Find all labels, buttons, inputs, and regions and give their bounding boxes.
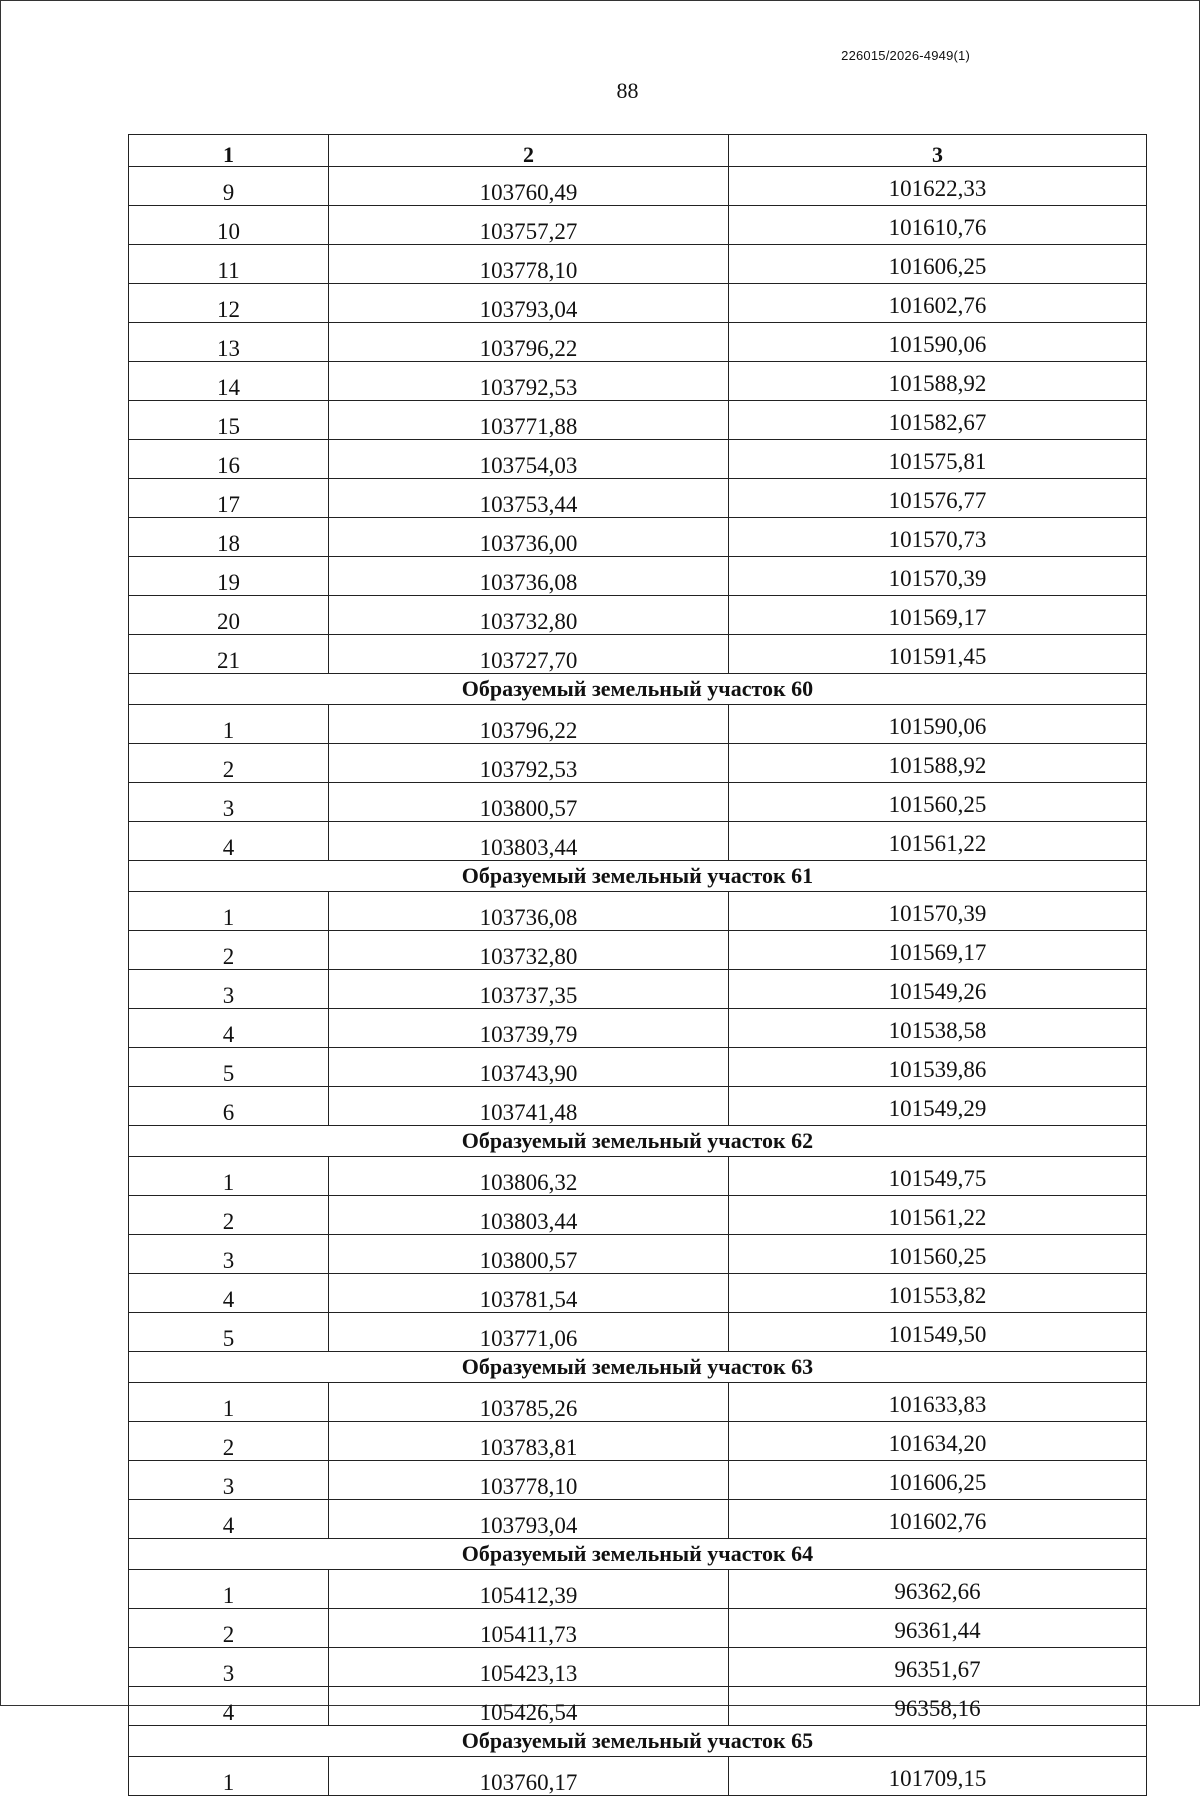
point-number-cell: 2 xyxy=(129,1196,329,1235)
y-coordinate-cell: 101561,22 xyxy=(729,1196,1147,1235)
table-row xyxy=(129,1383,1147,1422)
x-coordinate-cell: 103736,00 xyxy=(329,518,729,557)
section-title: Образуемый земельный участок 65 xyxy=(129,1726,1147,1757)
table-row xyxy=(129,557,1147,596)
x-coordinate-cell: 103754,03 xyxy=(329,440,729,479)
y-coordinate-cell: 101560,25 xyxy=(729,783,1147,822)
section-header-row xyxy=(129,674,1147,705)
x-coordinate-cell: 103732,80 xyxy=(329,596,729,635)
point-number-cell: 21 xyxy=(129,635,329,674)
table-row xyxy=(129,1757,1147,1796)
point-number-cell: 5 xyxy=(129,1313,329,1352)
point-number-cell: 1 xyxy=(129,1157,329,1196)
y-coordinate-cell: 101606,25 xyxy=(729,1461,1147,1500)
y-coordinate-cell: 101590,06 xyxy=(729,705,1147,744)
point-number-cell: 12 xyxy=(129,284,329,323)
table-row xyxy=(129,970,1147,1009)
x-coordinate-cell: 105426,54 xyxy=(329,1687,729,1726)
y-coordinate-cell: 96358,16 xyxy=(729,1687,1147,1726)
x-coordinate-cell: 103803,44 xyxy=(329,822,729,861)
section-header-row xyxy=(129,861,1147,892)
column-header-3: 3 xyxy=(729,135,1147,167)
table-row xyxy=(129,783,1147,822)
table-row xyxy=(129,284,1147,323)
x-coordinate-cell: 105412,39 xyxy=(329,1570,729,1609)
point-number-cell: 2 xyxy=(129,1609,329,1648)
y-coordinate-cell: 101602,76 xyxy=(729,1500,1147,1539)
y-coordinate-cell: 101588,92 xyxy=(729,744,1147,783)
x-coordinate-cell: 103806,32 xyxy=(329,1157,729,1196)
table-row xyxy=(129,440,1147,479)
table-row xyxy=(129,1274,1147,1313)
point-number-cell: 1 xyxy=(129,705,329,744)
y-coordinate-cell: 101539,86 xyxy=(729,1048,1147,1087)
table-row xyxy=(129,1087,1147,1126)
x-coordinate-cell: 103739,79 xyxy=(329,1009,729,1048)
table-row xyxy=(129,1500,1147,1539)
section-header-row xyxy=(129,1539,1147,1570)
x-coordinate-cell: 103760,17 xyxy=(329,1757,729,1796)
point-number-cell: 9 xyxy=(129,167,329,206)
x-coordinate-cell: 103741,48 xyxy=(329,1087,729,1126)
point-number-cell: 4 xyxy=(129,1500,329,1539)
y-coordinate-cell: 101553,82 xyxy=(729,1274,1147,1313)
x-coordinate-cell: 103793,04 xyxy=(329,284,729,323)
point-number-cell: 4 xyxy=(129,1687,329,1726)
x-coordinate-cell: 105423,13 xyxy=(329,1648,729,1687)
x-coordinate-cell: 103785,26 xyxy=(329,1383,729,1422)
point-number-cell: 5 xyxy=(129,1048,329,1087)
table-row xyxy=(129,931,1147,970)
y-coordinate-cell: 101549,75 xyxy=(729,1157,1147,1196)
y-coordinate-cell: 101591,45 xyxy=(729,635,1147,674)
y-coordinate-cell: 101538,58 xyxy=(729,1009,1147,1048)
table-row xyxy=(129,167,1147,206)
section-title: Образуемый земельный участок 63 xyxy=(129,1352,1147,1383)
table-row xyxy=(129,245,1147,284)
point-number-cell: 3 xyxy=(129,783,329,822)
y-coordinate-cell: 96361,44 xyxy=(729,1609,1147,1648)
x-coordinate-cell: 103792,53 xyxy=(329,362,729,401)
section-header-row xyxy=(129,1352,1147,1383)
x-coordinate-cell: 103796,22 xyxy=(329,323,729,362)
x-coordinate-cell: 103796,22 xyxy=(329,705,729,744)
y-coordinate-cell: 101709,15 xyxy=(729,1757,1147,1796)
x-coordinate-cell: 103781,54 xyxy=(329,1274,729,1313)
point-number-cell: 15 xyxy=(129,401,329,440)
y-coordinate-cell: 101634,20 xyxy=(729,1422,1147,1461)
x-coordinate-cell: 103793,04 xyxy=(329,1500,729,1539)
x-coordinate-cell: 103800,57 xyxy=(329,1235,729,1274)
x-coordinate-cell: 103753,44 xyxy=(329,479,729,518)
coordinates-table xyxy=(128,134,1147,1796)
point-number-cell: 16 xyxy=(129,440,329,479)
table-row xyxy=(129,1609,1147,1648)
table-row xyxy=(129,1009,1147,1048)
document-id: 226015/2026-4949(1) xyxy=(841,48,970,63)
y-coordinate-cell: 101560,25 xyxy=(729,1235,1147,1274)
x-coordinate-cell: 103760,49 xyxy=(329,167,729,206)
y-coordinate-cell: 101602,76 xyxy=(729,284,1147,323)
point-number-cell: 2 xyxy=(129,744,329,783)
y-coordinate-cell: 101549,50 xyxy=(729,1313,1147,1352)
section-title: Образуемый земельный участок 62 xyxy=(129,1126,1147,1157)
point-number-cell: 2 xyxy=(129,1422,329,1461)
point-number-cell: 3 xyxy=(129,1648,329,1687)
x-coordinate-cell: 103792,53 xyxy=(329,744,729,783)
y-coordinate-cell: 101570,73 xyxy=(729,518,1147,557)
table-row xyxy=(129,362,1147,401)
table-row xyxy=(129,323,1147,362)
y-coordinate-cell: 96351,67 xyxy=(729,1648,1147,1687)
x-coordinate-cell: 103736,08 xyxy=(329,557,729,596)
x-coordinate-cell: 103778,10 xyxy=(329,245,729,284)
point-number-cell: 4 xyxy=(129,822,329,861)
point-number-cell: 17 xyxy=(129,479,329,518)
point-number-cell: 1 xyxy=(129,1383,329,1422)
x-coordinate-cell: 105411,73 xyxy=(329,1609,729,1648)
y-coordinate-cell: 96362,66 xyxy=(729,1570,1147,1609)
point-number-cell: 14 xyxy=(129,362,329,401)
table-row xyxy=(129,635,1147,674)
point-number-cell: 3 xyxy=(129,1461,329,1500)
y-coordinate-cell: 101569,17 xyxy=(729,596,1147,635)
point-number-cell: 1 xyxy=(129,892,329,931)
table-row xyxy=(129,1313,1147,1352)
column-header-1: 1 xyxy=(129,135,329,167)
column-header-2: 2 xyxy=(329,135,729,167)
point-number-cell: 1 xyxy=(129,1570,329,1609)
x-coordinate-cell: 103743,90 xyxy=(329,1048,729,1087)
point-number-cell: 6 xyxy=(129,1087,329,1126)
table-row xyxy=(129,1048,1147,1087)
point-number-cell: 4 xyxy=(129,1274,329,1313)
point-number-cell: 20 xyxy=(129,596,329,635)
y-coordinate-cell: 101590,06 xyxy=(729,323,1147,362)
table-row xyxy=(129,1570,1147,1609)
x-coordinate-cell: 103757,27 xyxy=(329,206,729,245)
point-number-cell: 10 xyxy=(129,206,329,245)
section-header-row xyxy=(129,1726,1147,1757)
x-coordinate-cell: 103803,44 xyxy=(329,1196,729,1235)
section-title: Образуемый земельный участок 60 xyxy=(129,674,1147,705)
x-coordinate-cell: 103783,81 xyxy=(329,1422,729,1461)
point-number-cell: 1 xyxy=(129,1757,329,1796)
table-row xyxy=(129,206,1147,245)
y-coordinate-cell: 101570,39 xyxy=(729,557,1147,596)
section-title: Образуемый земельный участок 61 xyxy=(129,861,1147,892)
y-coordinate-cell: 101610,76 xyxy=(729,206,1147,245)
table-row xyxy=(129,401,1147,440)
point-number-cell: 18 xyxy=(129,518,329,557)
table-row xyxy=(129,744,1147,783)
y-coordinate-cell: 101633,83 xyxy=(729,1383,1147,1422)
y-coordinate-cell: 101622,33 xyxy=(729,167,1147,206)
point-number-cell: 13 xyxy=(129,323,329,362)
y-coordinate-cell: 101570,39 xyxy=(729,892,1147,931)
table-row xyxy=(129,892,1147,931)
x-coordinate-cell: 103800,57 xyxy=(329,783,729,822)
table-row xyxy=(129,1687,1147,1726)
y-coordinate-cell: 101606,25 xyxy=(729,245,1147,284)
point-number-cell: 3 xyxy=(129,970,329,1009)
section-title: Образуемый земельный участок 64 xyxy=(129,1539,1147,1570)
table-header-row xyxy=(129,135,1147,167)
table-row xyxy=(129,1157,1147,1196)
y-coordinate-cell: 101575,81 xyxy=(729,440,1147,479)
table-row xyxy=(129,1235,1147,1274)
x-coordinate-cell: 103737,35 xyxy=(329,970,729,1009)
point-number-cell: 2 xyxy=(129,931,329,970)
x-coordinate-cell: 103771,88 xyxy=(329,401,729,440)
y-coordinate-cell: 101561,22 xyxy=(729,822,1147,861)
x-coordinate-cell: 103727,70 xyxy=(329,635,729,674)
table-row xyxy=(129,1648,1147,1687)
point-number-cell: 4 xyxy=(129,1009,329,1048)
x-coordinate-cell: 103771,06 xyxy=(329,1313,729,1352)
table-row xyxy=(129,1422,1147,1461)
point-number-cell: 19 xyxy=(129,557,329,596)
y-coordinate-cell: 101549,26 xyxy=(729,970,1147,1009)
table-row xyxy=(129,1461,1147,1500)
table-row xyxy=(129,596,1147,635)
x-coordinate-cell: 103778,10 xyxy=(329,1461,729,1500)
table-row xyxy=(129,1196,1147,1235)
point-number-cell: 11 xyxy=(129,245,329,284)
y-coordinate-cell: 101569,17 xyxy=(729,931,1147,970)
table-row xyxy=(129,705,1147,744)
section-header-row xyxy=(129,1126,1147,1157)
table-row xyxy=(129,479,1147,518)
y-coordinate-cell: 101582,67 xyxy=(729,401,1147,440)
table-row xyxy=(129,518,1147,557)
y-coordinate-cell: 101588,92 xyxy=(729,362,1147,401)
table-row xyxy=(129,822,1147,861)
y-coordinate-cell: 101549,29 xyxy=(729,1087,1147,1126)
x-coordinate-cell: 103736,08 xyxy=(329,892,729,931)
point-number-cell: 3 xyxy=(129,1235,329,1274)
table-body xyxy=(129,167,1147,1796)
y-coordinate-cell: 101576,77 xyxy=(729,479,1147,518)
x-coordinate-cell: 103732,80 xyxy=(329,931,729,970)
page-number: 88 xyxy=(616,78,639,103)
